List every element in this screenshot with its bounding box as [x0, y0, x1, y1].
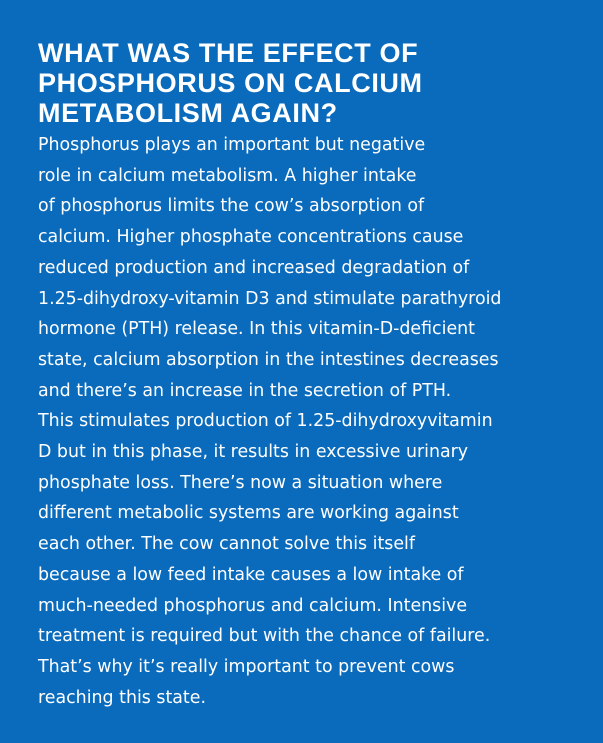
body-line: and there’s an increase in the secretion of PTH. [38, 380, 452, 401]
body-line: of phosphorus limits the cow’s absorption of [38, 196, 425, 217]
body-line: calcium. Higher phosphate concentrations cause [38, 227, 464, 248]
body-line: each other. The cow cannot solve this itself [38, 534, 416, 555]
body-line: role in calcium metabolism. A higher intake [38, 165, 417, 186]
body-line: D but in this phase, it results in excessive urinary [38, 442, 469, 463]
body-text [38, 130, 583, 713]
body-line: That’s why it’s really important to prevent cows [38, 656, 455, 677]
body-line: Phosphorus plays an important but negative [38, 135, 426, 155]
body-line: state, calcium absorption in the intestines decreases [38, 349, 499, 370]
body-line: much-needed phosphorus and calcium. Intensive [38, 595, 468, 616]
body-line: treatment is required but with the chance of failure. [38, 626, 491, 647]
body-line: because a low feed intake causes a low intake of [38, 564, 464, 585]
body-line: hormone (PTH) release. In this vitamin-D-deficient [38, 319, 475, 340]
body-line: This stimulates production of 1.25-dihydroxyvitamin [38, 411, 493, 432]
body-line: reduced production and increased degradation of [38, 257, 470, 278]
box-title: WHAT WAS THE EFFECT OF PHOSPHORUS ON CALCIUM METABOLISM AGAIN? [38, 38, 423, 128]
body-line: reaching this state. [38, 687, 206, 708]
body-line: 1.25-dihydroxy-vitamin D3 and stimulate parathyroid [38, 288, 502, 309]
body-line: phosphate loss. There’s now a situation where [38, 472, 443, 493]
body-line: different metabolic systems are working against [38, 503, 459, 524]
